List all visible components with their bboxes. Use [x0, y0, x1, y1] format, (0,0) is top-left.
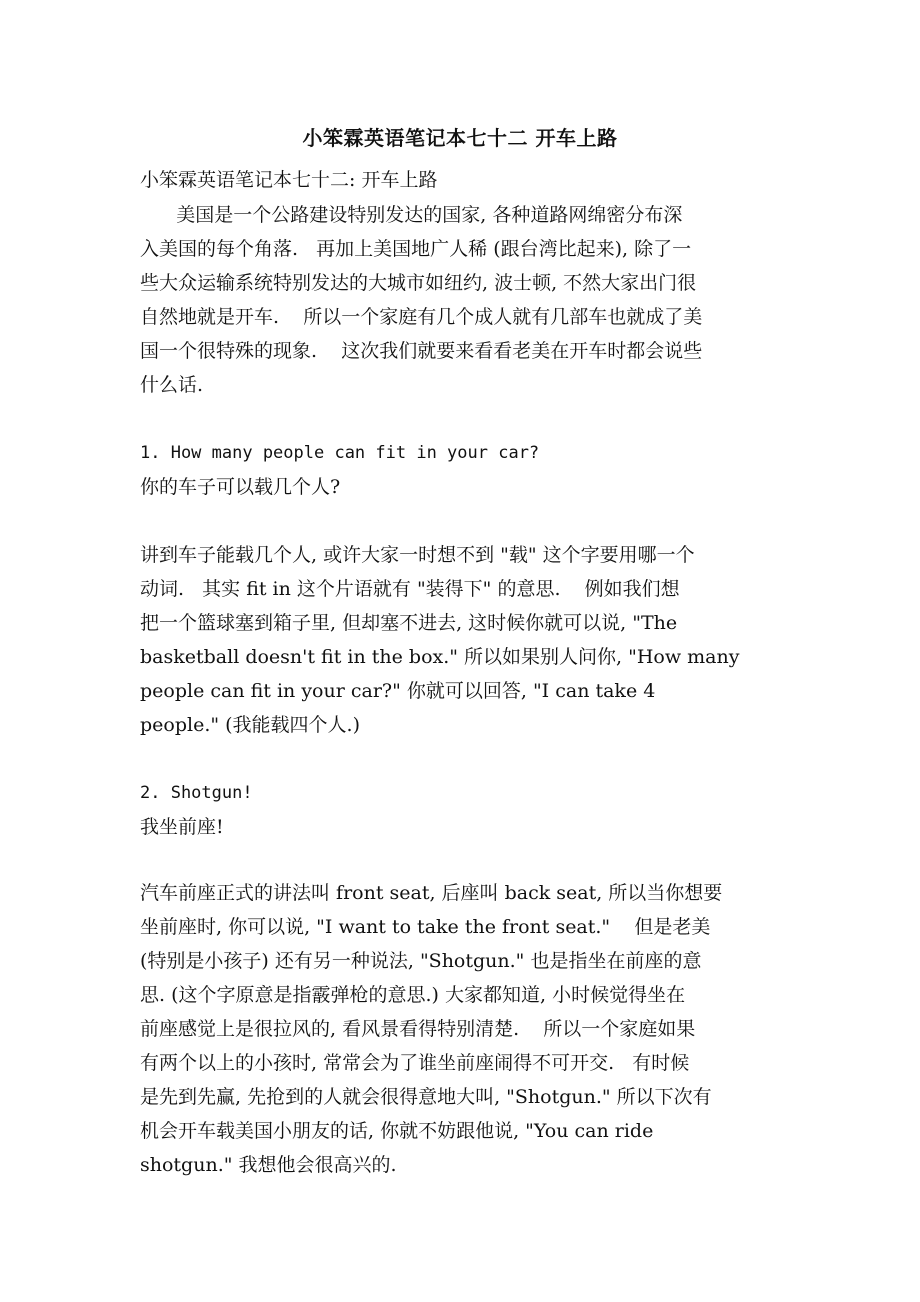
- section-2-body-line: 汽车前座正式的讲法叫 front seat, 后座叫 back seat, 所以当你想要: [140, 882, 723, 904]
- intro-line: 国一个很特殊的现象. 这次我们就要来看看老美在开车时都会说些: [140, 340, 703, 362]
- section-1-body-line: people." (我能载四个人.): [140, 714, 361, 736]
- section-1-body-line: 动词. 其实 fit in 这个片语就有 "装得下" 的意思. 例如我们想: [140, 578, 680, 600]
- section-1-body-line: 讲到车子能载几个人, 或许大家一时想不到 "载" 这个字要用哪一个: [140, 544, 695, 566]
- section-2-body-line: 前座感觉上是很拉风的, 看风景看得特别清楚. 所以一个家庭如果: [140, 1018, 696, 1040]
- document-subtitle: 小笨霖英语笔记本七十二: 开车上路: [140, 169, 438, 191]
- section-2-translation: 我坐前座!: [140, 816, 224, 838]
- section-2-body-line: (特别是小孩子) 还有另一种说法, "Shotgun." 也是指坐在前座的意: [140, 950, 702, 972]
- section-1-body-line: people can fit in your car?" 你就可以回答, "I can take 4: [140, 680, 656, 702]
- intro-line: 什么话.: [140, 374, 204, 396]
- section-2-heading: 2. Shotgun!: [140, 783, 253, 803]
- section-1-heading: 1. How many people can fit in your car?: [140, 443, 540, 463]
- section-1-body-line: 把一个篮球塞到箱子里, 但却塞不进去, 这时候你就可以说, "The: [140, 612, 678, 634]
- section-2-body-line: 有两个以上的小孩时, 常常会为了谁坐前座闹得不可开交. 有时候: [140, 1052, 690, 1074]
- section-1-body-line: basketball doesn't fit in the box." 所以如果别人问你, "How many: [140, 646, 740, 668]
- section-1-translation: 你的车子可以载几个人?: [140, 476, 341, 498]
- intro-line: 入美国的每个角落. 再加上美国地广人稀 (跟台湾比起来), 除了一: [140, 238, 692, 260]
- section-2-body-line: shotgun." 我想他会很高兴的.: [140, 1154, 397, 1176]
- intro-line: 美国是一个公路建设特别发达的国家, 各种道路网绵密分布深: [140, 204, 683, 226]
- intro-line: 些大众运输系统特别发达的大城市如纽约, 波士顿, 不然大家出门很: [140, 272, 697, 294]
- section-2-body-line: 思. (这个字原意是指霰弹枪的意思.) 大家都知道, 小时候觉得坐在: [140, 984, 686, 1006]
- document-title: 小笨霖英语笔记本七十二 开车上路: [302, 126, 618, 150]
- section-2-body-line: 坐前座时, 你可以说, "I want to take the front seat." 但是老美: [140, 916, 711, 938]
- section-2-body-line: 是先到先赢, 先抢到的人就会很得意地大叫, "Shotgun." 所以下次有: [140, 1086, 712, 1108]
- intro-line: 自然地就是开车. 所以一个家庭有几个成人就有几部车也就成了美: [140, 306, 703, 328]
- section-2-body-line: 机会开车载美国小朋友的话, 你就不妨跟他说, "You can ride: [140, 1120, 654, 1142]
